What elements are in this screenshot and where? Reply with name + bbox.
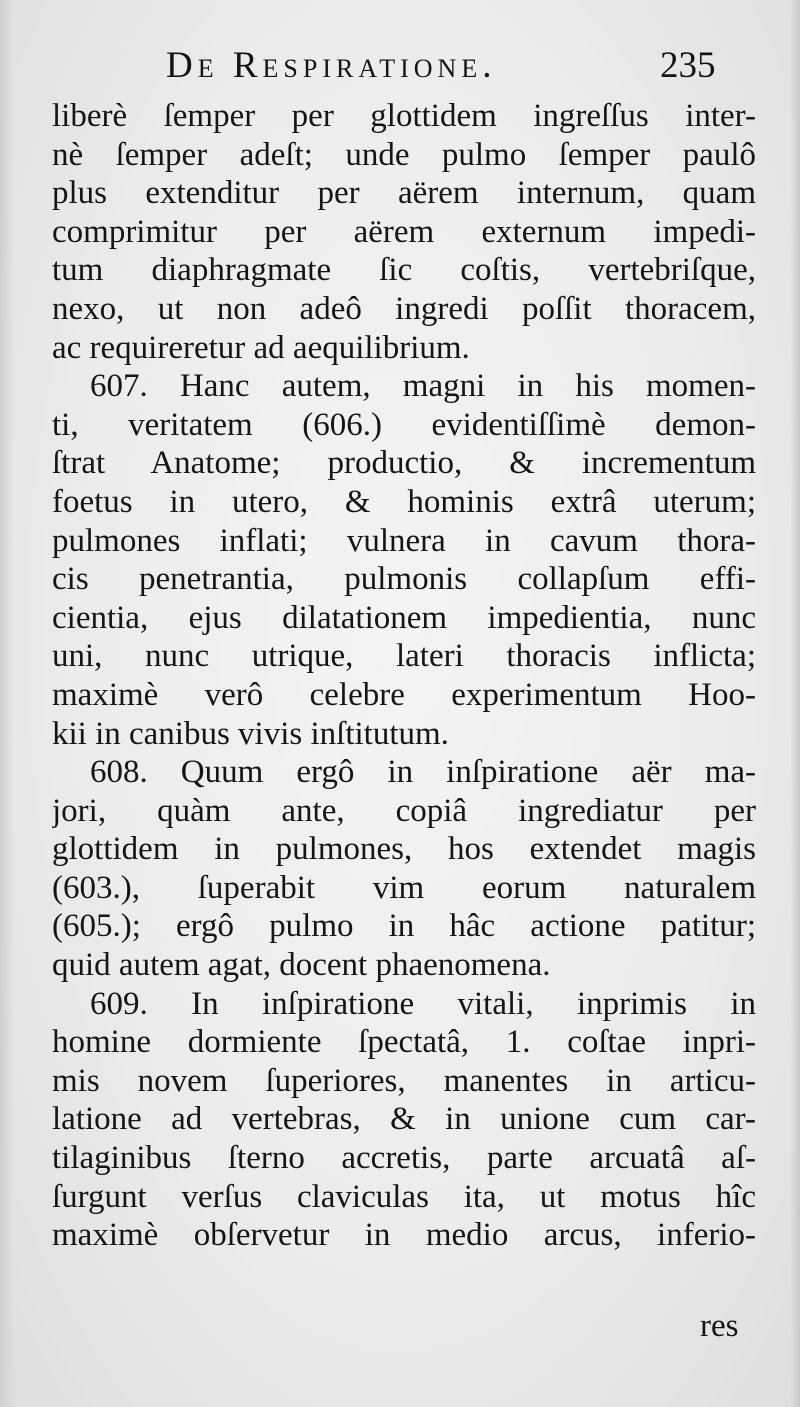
page-edge-shadow-right <box>790 0 800 1407</box>
text-line: nexo, ut non adeô ingredi poſſit thoracem, <box>52 290 756 327</box>
text-line: glottidem in pulmones, hos extendet magis <box>52 831 756 868</box>
paragraph-608-first-line: 608. Quum ergô in inſpiratione aër ma- <box>90 754 756 791</box>
text-line: foetus in utero, & hominis extrâ uterum; <box>52 483 756 520</box>
text-line: jori, quàm ante, copiâ ingrediatur per <box>52 792 756 829</box>
page-edge-shadow-left <box>0 0 14 1407</box>
paragraph-607-first-line: 607. Hanc autem, magni in his momen- <box>90 368 756 405</box>
text-line: quid autem agat, docent phaenomena. <box>52 947 551 984</box>
text-line: ſtrat Anatome; productio, & incrementum <box>52 445 756 482</box>
text-line: (605.); ergô pulmo in hâc actione patitur; <box>52 908 756 945</box>
text-line: kii in canibus vivis inſtitutum. <box>52 715 449 752</box>
text-line: liberè ſemper per glottidem ingreſſus inter- <box>52 98 756 134</box>
running-title: De Respiratione. <box>166 45 497 86</box>
text-line: tilaginibus ſterno accretis, parte arcuatâ aſ- <box>52 1140 756 1177</box>
page-number: 235 <box>660 45 716 86</box>
text-line: ti, veritatem (606.) evidentiſſimè demon- <box>52 406 756 443</box>
text-line: mis novem ſuperiores, manentes in articu- <box>52 1062 756 1099</box>
catchword: res <box>700 1308 739 1344</box>
text-line: pulmones inflati; vulnera in cavum thora- <box>52 522 756 559</box>
text-line: plus extenditur per aërem internum, quam <box>52 175 756 212</box>
text-line: uni, nunc utrique, lateri thoracis inflicta; <box>52 638 756 675</box>
text-line: maximè obſervetur in medio arcus, inferio- <box>52 1217 756 1254</box>
text-line: tum diaphragmate ſic coſtis, vertebriſque, <box>52 252 756 289</box>
text-line: comprimitur per aërem externum impedi- <box>52 213 756 250</box>
paragraph-609-first-line: 609. In inſpiratione vitali, inprimis in <box>90 985 756 1022</box>
text-line: nè ſemper adeſt; unde pulmo ſemper paulô <box>52 136 756 173</box>
text-line: cis penetrantia, pulmonis collapſum effi- <box>52 561 756 598</box>
text-line: cientia, ejus dilatationem impedientia, nunc <box>52 599 756 636</box>
text-line: ac requireretur ad aequilibrium. <box>52 329 470 366</box>
text-line: homine dormiente ſpectatâ, 1. coſtae inpri- <box>52 1024 756 1061</box>
text-line: (603.), ſuperabit vim eorum naturalem <box>52 869 756 906</box>
text-line: ſurgunt verſus claviculas ita, ut motus hîc <box>52 1178 756 1215</box>
text-line: latione ad vertebras, & in unione cum car- <box>52 1101 756 1138</box>
text-line: maximè verô celebre experimentum Hoo- <box>52 676 756 713</box>
body-text <box>52 97 756 1255</box>
